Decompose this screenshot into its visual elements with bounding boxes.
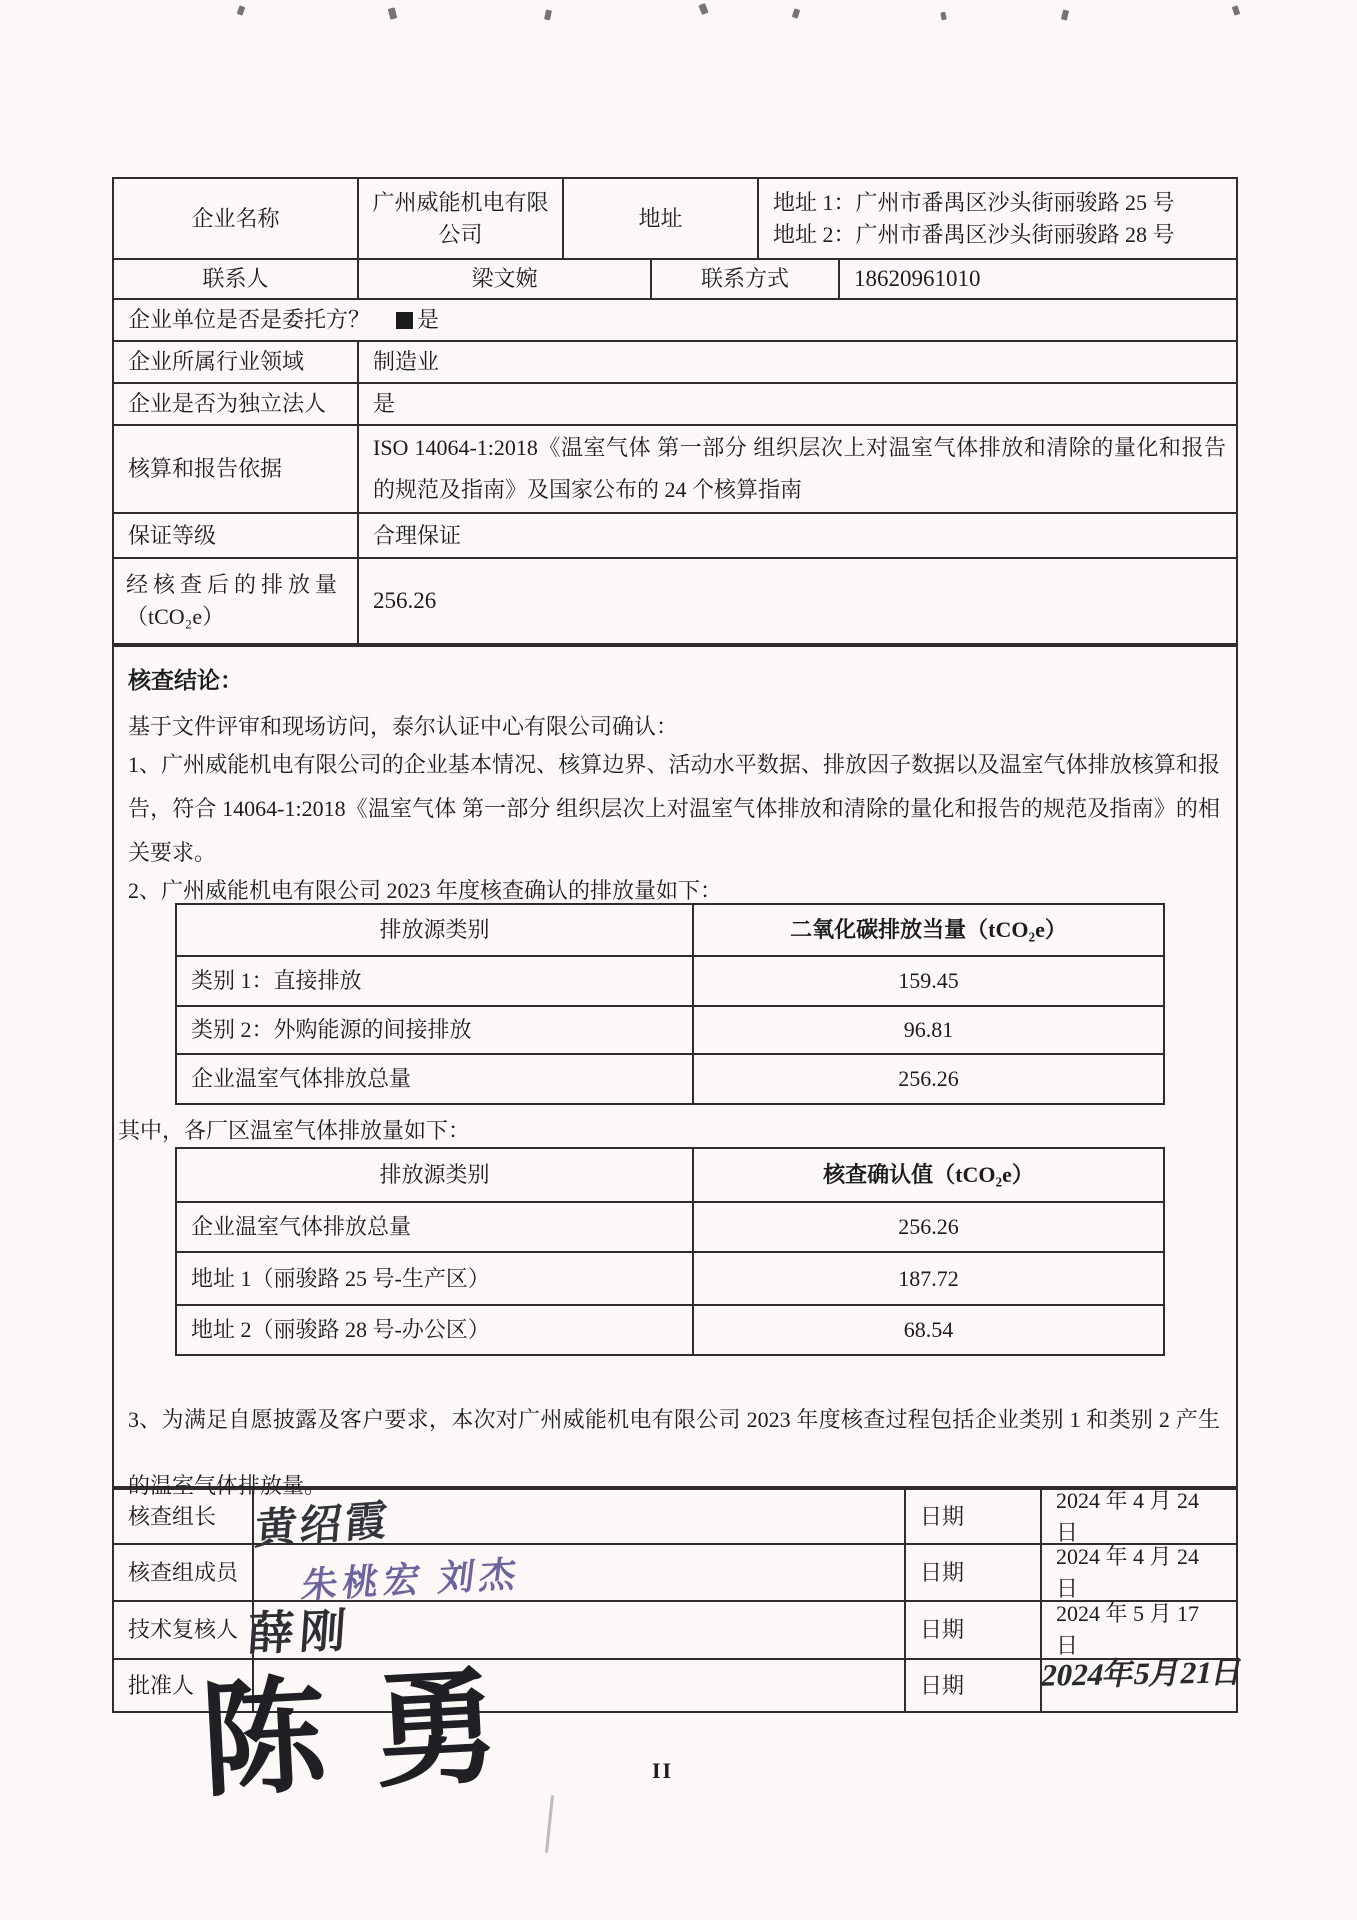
verified-emissions-label-cell	[114, 559, 357, 643]
date-label: 日期	[904, 1545, 1040, 1600]
emission-source-header: 排放源类别	[379, 917, 490, 943]
table-row	[177, 1053, 1163, 1103]
scan-artifact	[237, 5, 246, 16]
category-2-value: 96.81	[692, 1007, 1163, 1053]
table-row	[177, 955, 1163, 1005]
scan-artifact	[1232, 5, 1240, 15]
leader-role-label: 核查组长	[128, 1503, 217, 1529]
table-row	[114, 340, 1236, 382]
scan-artifact	[1061, 9, 1069, 20]
scan-artifact	[544, 9, 552, 20]
page-number: II	[652, 1758, 674, 1783]
approver-date-cell	[1040, 1660, 1236, 1711]
conclusion-section	[112, 645, 1238, 1498]
leader-signature-handwriting: 黄绍霞	[253, 1498, 392, 1554]
conclusion-point-1: 1、广州威能机电有限公司的企业基本情况、核算边界、活动水平数据、排放因子数据以及温室气体排放核算和报告，符合 14064-1:2018《温室气体 第一部分 组织层次上对温室气体排放和清除的量化和报告的规范及指南》的相关要求。	[128, 752, 1220, 865]
table-row	[177, 1251, 1163, 1304]
approver-role-label: 批准人	[128, 1672, 195, 1698]
conclusion-intro: 基于文件评审和现场访问，泰尔认证中心有限公司确认：	[128, 714, 679, 739]
leader-signature-cell	[252, 1490, 904, 1543]
category-1-value: 159.45	[692, 957, 1163, 1005]
client-answer: 是	[417, 307, 440, 333]
basis-label: 核算和报告依据	[128, 456, 283, 482]
site-2-label: 地址 2（丽骏路 28 号-办公区）	[191, 1317, 490, 1343]
scan-artifact	[698, 3, 708, 15]
contact-label: 联系人	[202, 266, 269, 292]
contact-value: 梁文婉	[357, 260, 650, 298]
verified-emissions-label: 经核查后的排放量	[126, 572, 343, 598]
scan-artifact	[792, 8, 800, 18]
address-line-2: 地址 2：广州市番禺区沙头街丽骏路 28 号	[773, 221, 1175, 247]
date-label: 日期	[904, 1490, 1040, 1543]
total-emissions-value: 256.26	[692, 1055, 1163, 1103]
total-emissions-label: 企业温室气体排放总量	[191, 1066, 412, 1092]
approver-signature-handwriting: 陈勇	[197, 1657, 551, 1813]
basis-value: ISO 14064-1:2018《温室气体 第一部分 组织层次上对温室气体排放和清除的量化和报告的规范及指南》及国家公布的 24 个核算指南	[357, 426, 1236, 512]
signoff-row-members	[114, 1543, 1236, 1600]
signoff-table	[112, 1488, 1238, 1713]
assurance-label: 保证等级	[128, 522, 217, 548]
table-row	[177, 1005, 1163, 1053]
category-2-label: 类别 2：外购能源的间接排放	[191, 1017, 472, 1043]
table-row	[114, 512, 1236, 557]
reviewer-role-label: 技术复核人	[128, 1617, 239, 1643]
table-row	[114, 424, 1236, 512]
site-source-header: 排放源类别	[379, 1162, 490, 1188]
industry-value: 制造业	[357, 342, 1236, 382]
table-header-row	[177, 905, 1163, 955]
verified-emissions-value: 256.26	[357, 559, 1236, 643]
company-info-table	[112, 177, 1238, 645]
conclusion-point-2: 2、广州威能机电有限公司 2023 年度核查确认的排放量如下：	[128, 878, 723, 903]
scan-artifact	[545, 1795, 554, 1853]
co2-equivalent-header: 二氧化碳排放当量（tCO₂e）	[692, 905, 1163, 955]
members-signature-cell	[252, 1545, 904, 1600]
independent-value: 是	[357, 384, 1236, 424]
table-row	[114, 179, 1236, 258]
address-label: 地址	[562, 179, 757, 258]
leader-date: 2024 年 4 月 24 日	[1040, 1490, 1236, 1543]
approver-date-handwriting: 2024年5月21日	[1038, 1654, 1247, 1693]
table-row	[177, 1304, 1163, 1354]
category-1-label: 类别 1：直接排放	[191, 968, 362, 994]
table-row	[114, 258, 1236, 298]
reviewer-signature-cell	[252, 1602, 904, 1658]
verified-emissions-unit: （tCO₂e）	[126, 604, 225, 629]
signoff-row-reviewer	[114, 1600, 1236, 1658]
reviewer-date: 2024 年 5 月 17 日	[1040, 1602, 1236, 1658]
site-1-value: 187.72	[692, 1253, 1163, 1304]
emissions-by-site-table	[175, 1147, 1165, 1356]
client-question: 企业单位是否是委托方？	[128, 307, 371, 333]
conclusion-heading: 核查结论：	[128, 668, 243, 693]
table-header-row	[177, 1149, 1163, 1201]
members-signature-handwriting: 朱桃宏 刘杰	[299, 1554, 524, 1606]
address-line-1: 地址 1：广州市番禺区沙头街丽骏路 25 号	[773, 189, 1175, 215]
conclusion-subnote: 其中，各厂区温室气体排放量如下：	[118, 1118, 471, 1143]
scan-artifact	[940, 12, 946, 21]
table-row	[177, 1201, 1163, 1251]
assurance-value: 合理保证	[357, 514, 1236, 557]
emissions-by-category-table	[175, 903, 1165, 1105]
site-1-label: 地址 1（丽骏路 25 号-生产区）	[191, 1265, 490, 1291]
independent-label: 企业是否为独立法人	[128, 391, 327, 417]
conclusion-point-3: 3、为满足自愿披露及客户要求，本次对广州威能机电有限公司 2023 年度核查过程包括企业类别 1 和类别 2 产生的温室气体排放量。	[128, 1407, 1220, 1498]
company-name-label: 企业名称	[191, 205, 280, 231]
checkbox-checked-icon	[396, 312, 413, 329]
client-question-cell	[114, 300, 1236, 340]
phone-value: 18620961010	[838, 260, 1236, 298]
table-row	[114, 298, 1236, 340]
industry-label: 企业所属行业领域	[128, 349, 305, 375]
members-role-label: 核查组成员	[128, 1559, 239, 1585]
verified-value-header: 核查确认值（tCO₂e）	[692, 1149, 1163, 1201]
date-label: 日期	[904, 1660, 1040, 1711]
company-name-value: 广州威能机电有限公司	[357, 179, 562, 258]
members-date: 2024 年 4 月 24 日	[1040, 1545, 1236, 1600]
signoff-row-approver	[114, 1658, 1236, 1711]
phone-label: 联系方式	[650, 260, 838, 298]
reviewer-signature-handwriting: 薛刚	[245, 1605, 354, 1660]
address-value	[757, 179, 1236, 258]
scan-artifact	[388, 7, 398, 19]
site-2-value: 68.54	[692, 1306, 1163, 1354]
approver-signature-cell	[252, 1660, 904, 1711]
table-row	[114, 557, 1236, 643]
site-total-label: 企业温室气体排放总量	[191, 1214, 412, 1240]
signoff-row-leader	[114, 1487, 1236, 1545]
site-total-value: 256.26	[692, 1203, 1163, 1251]
table-row	[114, 382, 1236, 424]
date-label: 日期	[904, 1602, 1040, 1658]
